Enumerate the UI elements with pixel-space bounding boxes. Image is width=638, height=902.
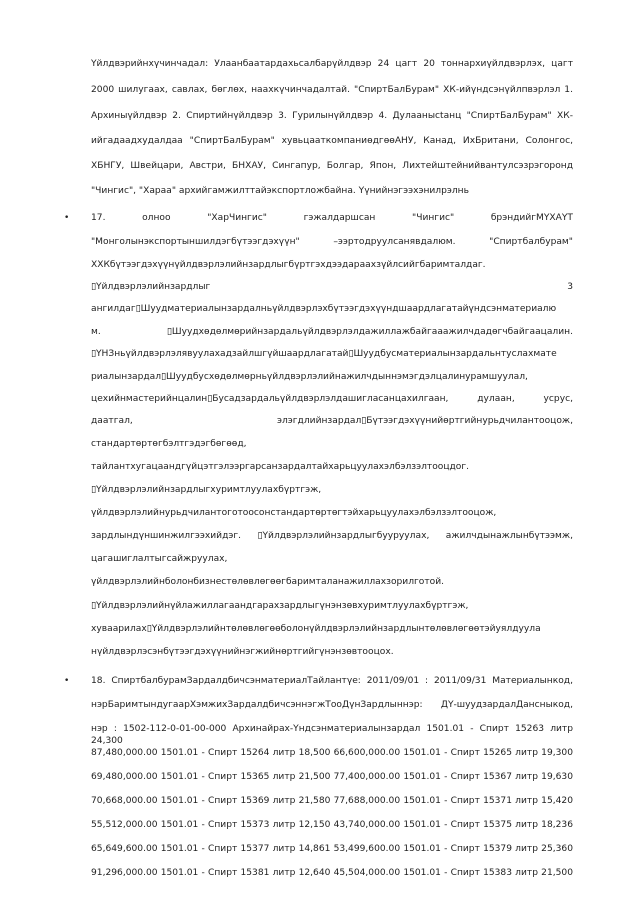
text-segment: үйлдвэрлэлийнурьдчилантоготоосонстандартөртөгтэйхарьцуулахэлбэлзэлтооцож, [91,508,497,518]
text-line: Үйлдвэрийнхүчинчадал: Улаанбаатардахьсалбарүйлдвэр 24 цагт 20 тоннархиүйлдвэрлэх, цагт [91,59,573,69]
text-line [91,507,496,519]
text-segment: цагашиглалтыгсайжруулах, [91,554,228,564]
text-segment: брэндийгМҮХАҮТ [490,213,573,223]
bullet-icon: • [64,676,70,686]
text-line: 65,649,600.00 1501.01 - Спирт 15377 литр 14,861 53,499,600.00 1501.01 - Спирт 15379 литр 25,360 [91,844,573,854]
text-line [91,326,573,338]
text-segment: үйлдвэрлэлийнболонбизнестөлөвлөгөөгбаримталанажиллахзорилготой. [91,577,445,587]
text-line [91,393,573,405]
text-line [91,576,444,588]
text-segment: "Монголынэкспортыншилдэгбүтээгдэхүүн" [91,237,300,247]
text-segment: усрус, [543,394,573,404]
text-segment: ажилчдынажлынбүтээмж, [445,531,573,541]
text-segment: ▯Үйлдвэрлэлийнзардлыгбууруулах, [257,531,430,541]
text-line [91,348,557,360]
text-segment: "ХарЧингис" [207,213,267,223]
text-segment: ангилдаг▯Шуудматериалынзардалньүйлдвэрлэхбүтээгдэхүүндшаардлагатайүндсэнматериалю [91,304,557,314]
text-segment: ▯ҮНЗньүйлдвэрлэлявуулахадзайлшгүйшаардлагатай▯Шуудбусматериалынзардальнтуслахмате [91,349,557,359]
text-line: 69,480,000.00 1501.01 - Спирт 15365 литр 21,500 77,400,000.00 1501.01 - Спирт 15367 литр 19,630 [91,772,573,782]
text-segment: ХХКбүтээгдэхүүнүйлдвэрлэлийнзардлыгбүртгэхдээдараахзүйлсийгбаримталдаг. [91,260,486,270]
text-segment: "Чингис" [412,213,455,223]
text-segment: нүйлдвэрлэсэнбүтээгдэхүүнийнэгжийнөртгийгүнэнзөвтооцох. [91,647,394,657]
text-line [91,553,227,565]
text-line [91,212,573,224]
text-segment: ▯Үйлдвэрлэлийнзардлыг [91,282,211,292]
text-line [91,646,394,658]
text-segment: 3 [567,282,573,292]
text-segment: олноо [142,213,171,223]
text-segment: даатгал, [91,416,133,426]
text-line: 18. СпиртбалбурамЗардалдбичсэнматериалТайлантүе: 2011/09/01 : 2011/09/31 Материалынкод, [91,676,573,686]
text-line [91,281,573,293]
bullet-icon: • [64,213,70,223]
text-line [91,438,247,450]
text-line: "Чингис", "Хараа" архийгамжилттайэкспортложбайна. Үүнийнэгээхэнилрэлнь [91,186,469,196]
text-line [91,236,573,248]
text-segment: 17. [91,213,106,223]
text-line: 70,668,000.00 1501.01 - Спирт 15369 литр 21,580 77,688,000.00 1501.01 - Спирт 15371 литр 15,420 [91,796,573,806]
text-line: 87,480,000.00 1501.01 - Спирт 15264 литр 18,500 66,600,000.00 1501.01 - Спирт 15265 литр 19,300 [91,748,573,758]
text-segment: ▯Үйлдвэрлэлийнүйлажиллагаандгарахзардлыгүнэнзөвхуримтлуулахбүртгэж, [91,601,469,611]
text-segment: ▯Үйлдвэрлэлийнзардлыгхуримтлуулахбүртгэж, [91,485,322,495]
text-segment: –ээртодруулсанявдалюм. [333,237,456,247]
text-segment: стандартөртөгбэлтгэдэгбөгөөд, [91,439,247,449]
text-line: ХБНГУ, Швейцари, Австри, БНХАУ, Сингапур, Болгар, Япон, Лихтейштейнийвантулсэзрэгоронд [91,161,573,171]
text-segment: дулаан, [477,394,515,404]
text-line: Архиныүйлдвэр 2. Спиртийнүйлдвэр 3. Гурилынүйлдвэр 4. Дулаанысtанц "СпиртБалБурам" ХК- [91,111,573,121]
text-line [91,461,469,473]
text-segment: ▯Шуудхөдөлмөрийнзардальүйлдвэрлэлдажиллажбайгааажилчдадөгчбайгаацалин. [166,327,573,337]
text-line [91,371,528,383]
text-line: 2000 шилугаах, савлах, бөглөх, наахкүчинчадалтай. "СпиртБалБурам" ХК-ийүндсэнүйлпвэрлэл 1. [91,85,573,95]
text-segment: хуваарилах▯Үйлдвэрлэлийнтөлөвлөгөөболонүйлдвэрлэлийнзардлынтөлөвлөгөөтэйуялдуула [91,624,541,634]
text-segment: м. [91,327,101,337]
text-line: 91,296,000.00 1501.01 - Спирт 15381 литр 12,640 45,504,000.00 1501.01 - Спирт 15383 литр 21,500 [91,868,573,878]
text-line [91,600,468,612]
text-line [91,484,321,496]
text-segment: гэжалдаршсан [303,213,376,223]
text-segment: цехийнмастерийнцалин▯Бусадзардальүйлдвэрлэлдашигласанцахилгаан, [91,394,449,404]
text-line [91,623,541,635]
text-line [91,259,486,271]
text-line: ийгадаадхудалдаа "СпиртБалБурам" хувьцааткомпаниөдгөөАНУ, Канад, ИхБритани, Солонгос, [91,136,573,146]
text-segment: зардлындүншинжилгээхийдэг. [91,531,242,541]
text-line [91,415,573,427]
text-segment: тайлантхугацаандгүйцэтгэлээргарсанзардалтайхарьцуулахэлбэлзэлтооцдог. [91,462,470,472]
text-segment: элэгдлийнзардал▯Бүтээгдэхүүнийөртгийнурьдчилантооцож, [276,416,573,426]
text-line: нэр : 1502-112-0-01-00-000 Архинайрах-Үндсэнматериалынзардал 1501.01 - Спирт 15263 литр 24,300 [91,724,573,746]
text-segment: "Спиртбалбурам" [489,237,573,247]
text-line: 55,512,000.00 1501.01 - Спирт 15373 литр 12,150 43,740,000.00 1501.01 - Спирт 15375 литр 18,236 [91,820,573,830]
text-line [91,530,573,542]
text-line: нэрБаримтындугаарХэмжихЗардалдбичсэннэгжТооДүнЗардлыннэр: ДҮ-шуудзардалДансныкод, [91,700,573,710]
text-line [91,303,556,315]
text-segment: риалынзардал▯Шуудбусхөдөлмөрньүйлдвэрлэлийнажилчдыннэмэгдэлцалинурамшуулал, [91,372,528,382]
